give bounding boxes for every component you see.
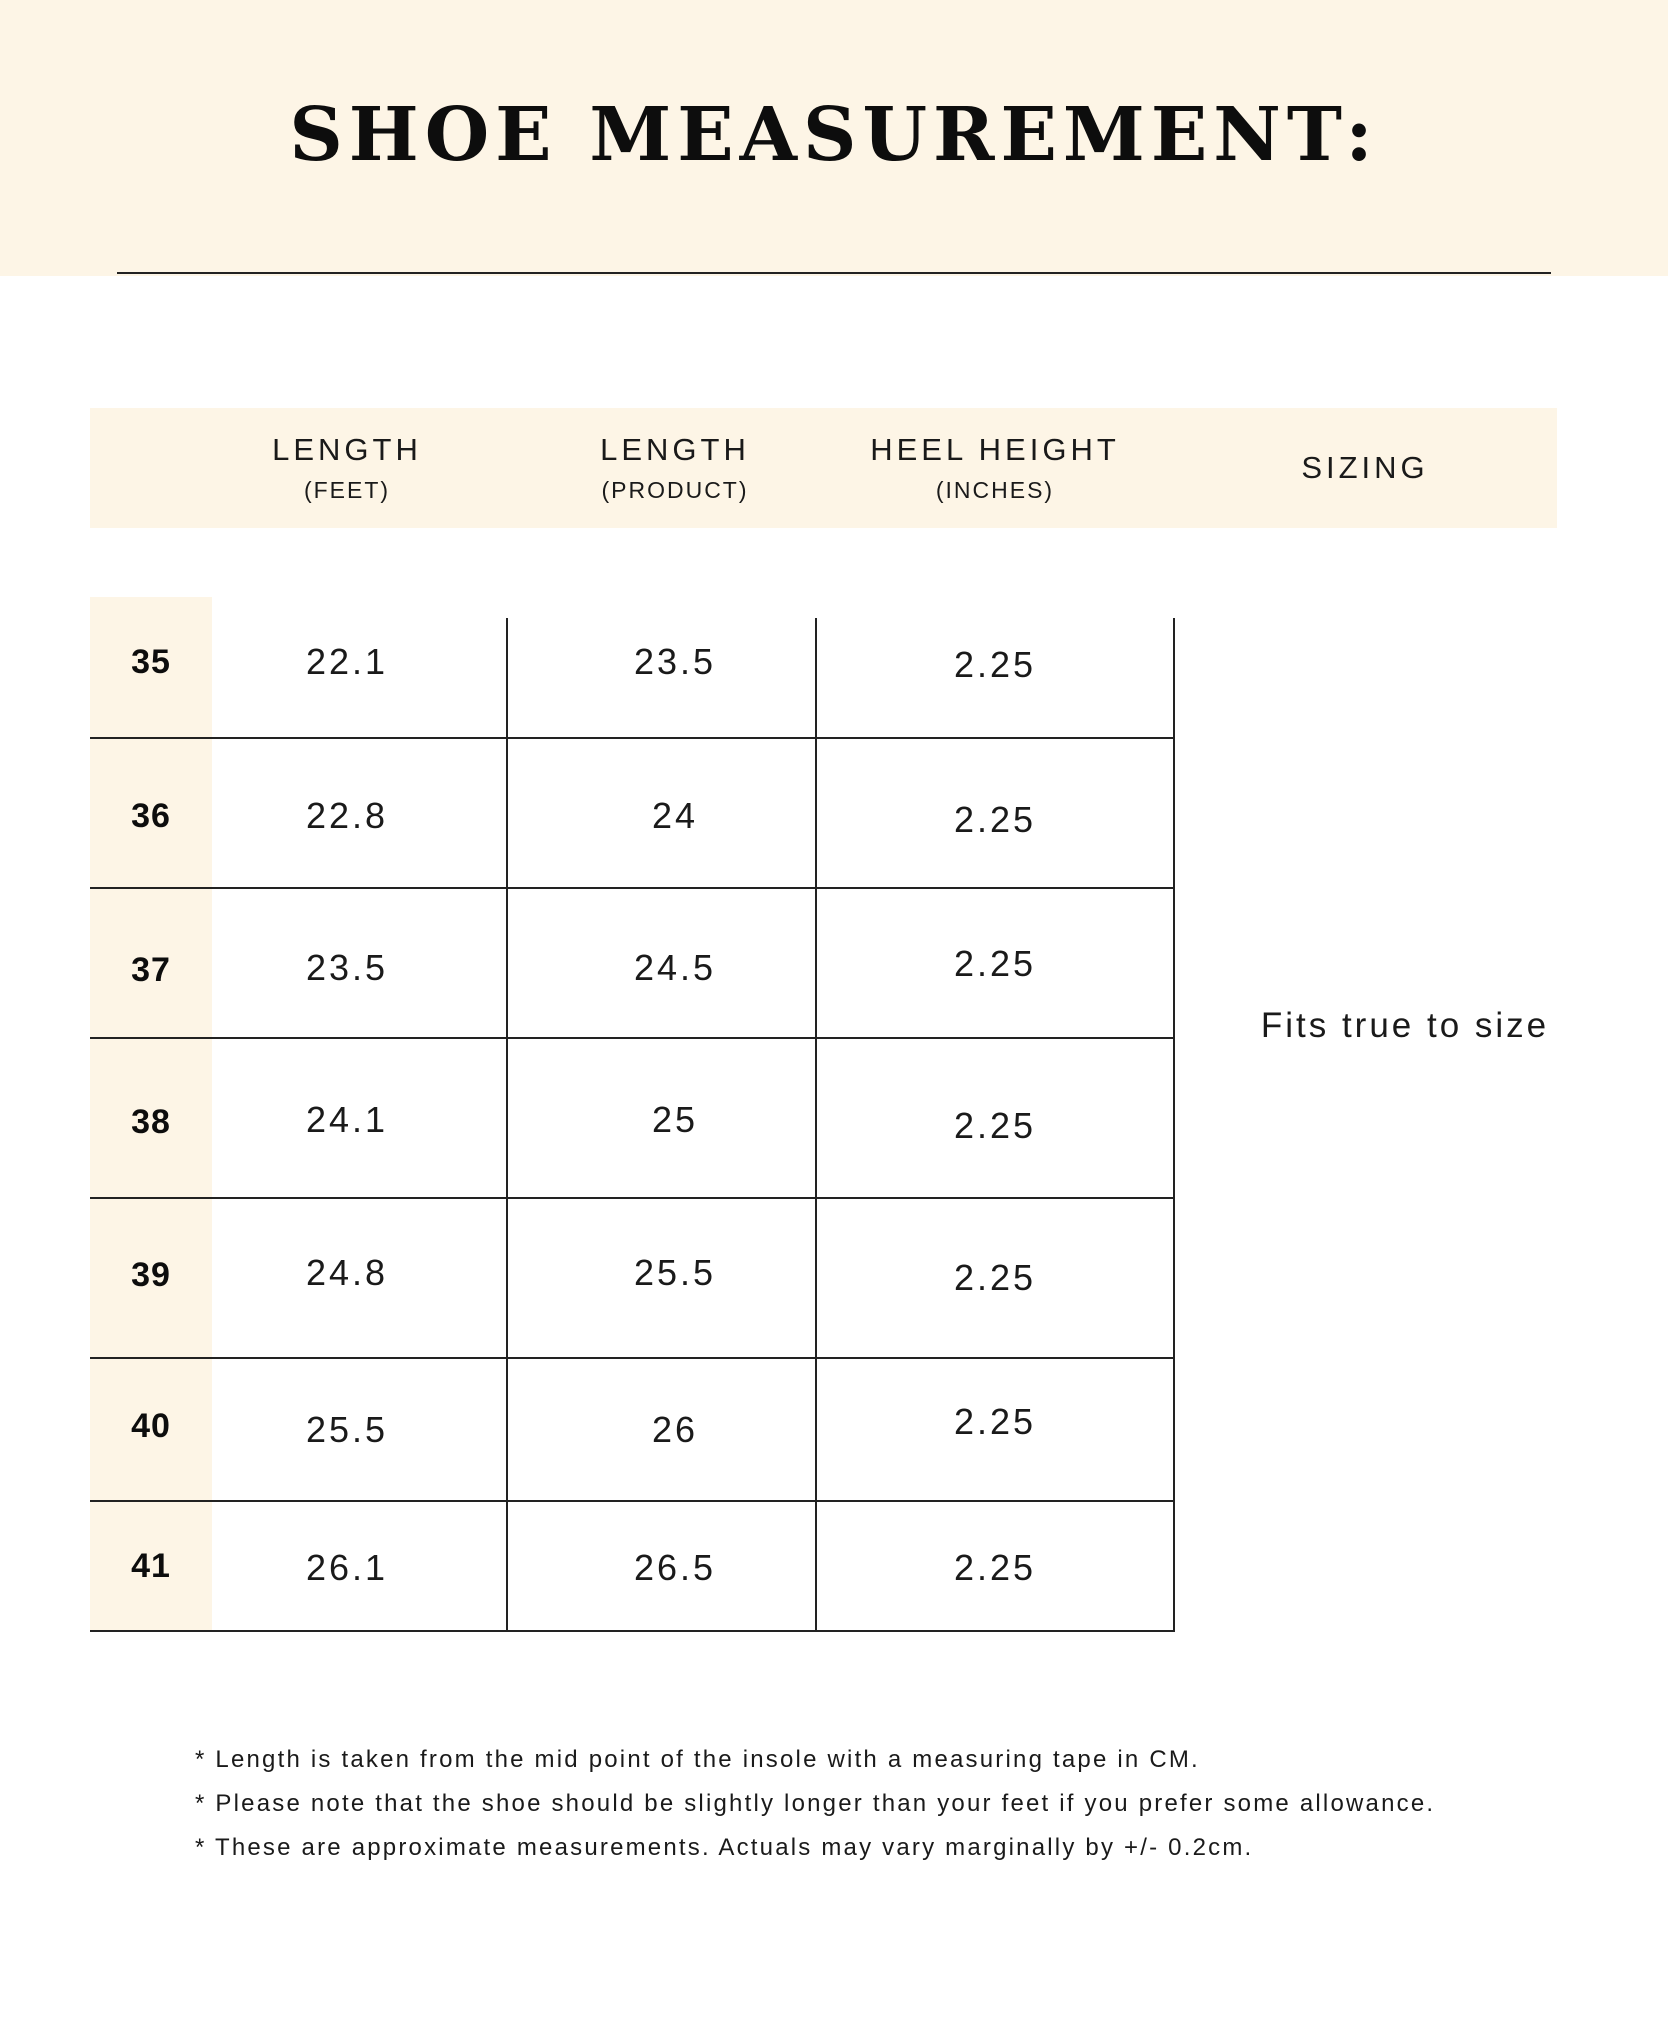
column-header-label: HEEL HEIGHT <box>870 432 1120 467</box>
column-header-label: LENGTH <box>600 432 750 467</box>
length-feet-cell: 23.5 <box>305 947 389 988</box>
length-product-cell: 26.5 <box>633 1547 717 1588</box>
grid-line <box>506 618 508 1632</box>
column-header-unit: (INCHES) <box>935 477 1055 503</box>
footnote: * These are approximate measurements. Actuals may vary marginally by +/- 0.2cm. <box>195 1834 1254 1861</box>
length-feet-cell: 22.8 <box>305 795 389 836</box>
grid-line <box>90 887 1175 889</box>
length-product-cell: 24.5 <box>633 947 717 988</box>
footnotes <box>195 1738 1615 1870</box>
column-header-unit: (PRODUCT) <box>601 477 749 503</box>
grid-line <box>90 1357 1175 1359</box>
grid-line <box>90 1037 1175 1039</box>
column-header-unit: (FEET) <box>303 477 391 503</box>
length-product-cell: 26 <box>651 1409 699 1450</box>
size-label: 37 <box>131 951 171 989</box>
sizing-note: Fits true to size <box>1260 1006 1550 1045</box>
heel-height-cell: 2.25 <box>953 1105 1037 1146</box>
footnote: * Please note that the shoe should be slightly longer than your feet if you prefer some allowance. <box>195 1790 1436 1817</box>
size-label: 40 <box>131 1407 171 1445</box>
heel-height-cell: 2.25 <box>953 644 1037 685</box>
length-feet-cell: 24.8 <box>305 1252 389 1293</box>
column-header-label: LENGTH <box>272 432 422 467</box>
grid-line <box>90 1197 1175 1199</box>
grid-line <box>90 1500 1175 1502</box>
heel-height-cell: 2.25 <box>953 943 1037 984</box>
length-feet-cell: 25.5 <box>305 1409 389 1450</box>
length-product-cell: 23.5 <box>633 641 717 682</box>
column-header-heel-height <box>835 430 1155 508</box>
column-header-length-feet <box>212 430 482 508</box>
length-product-cell: 24 <box>651 795 699 836</box>
length-feet-cell: 24.1 <box>305 1099 389 1140</box>
heel-height-cell: 2.25 <box>953 1547 1037 1588</box>
heel-height-cell: 2.25 <box>953 799 1037 840</box>
footnote: * Length is taken from the mid point of the insole with a measuring tape in CM. <box>195 1746 1200 1773</box>
grid-line <box>815 618 817 1632</box>
size-label: 35 <box>131 643 171 681</box>
heel-height-cell: 2.25 <box>953 1257 1037 1298</box>
size-label: 39 <box>131 1256 171 1294</box>
grid-line <box>90 737 1175 739</box>
column-header-length-product <box>540 430 810 508</box>
size-label: 36 <box>131 797 171 835</box>
title-divider <box>117 272 1551 274</box>
length-product-cell: 25.5 <box>633 1252 717 1293</box>
size-label: 38 <box>131 1103 171 1141</box>
column-header-sizing <box>1230 448 1500 488</box>
page-title: SHOE MEASUREMENT: <box>289 92 1379 178</box>
length-product-cell: 25 <box>651 1099 699 1140</box>
column-header-label: SIZING <box>1301 450 1429 485</box>
grid-line <box>1173 618 1175 1632</box>
heel-height-cell: 2.25 <box>953 1401 1037 1442</box>
length-feet-cell: 22.1 <box>305 641 389 682</box>
length-feet-cell: 26.1 <box>305 1547 389 1588</box>
grid-line <box>90 1630 1175 1632</box>
size-label: 41 <box>131 1547 171 1585</box>
